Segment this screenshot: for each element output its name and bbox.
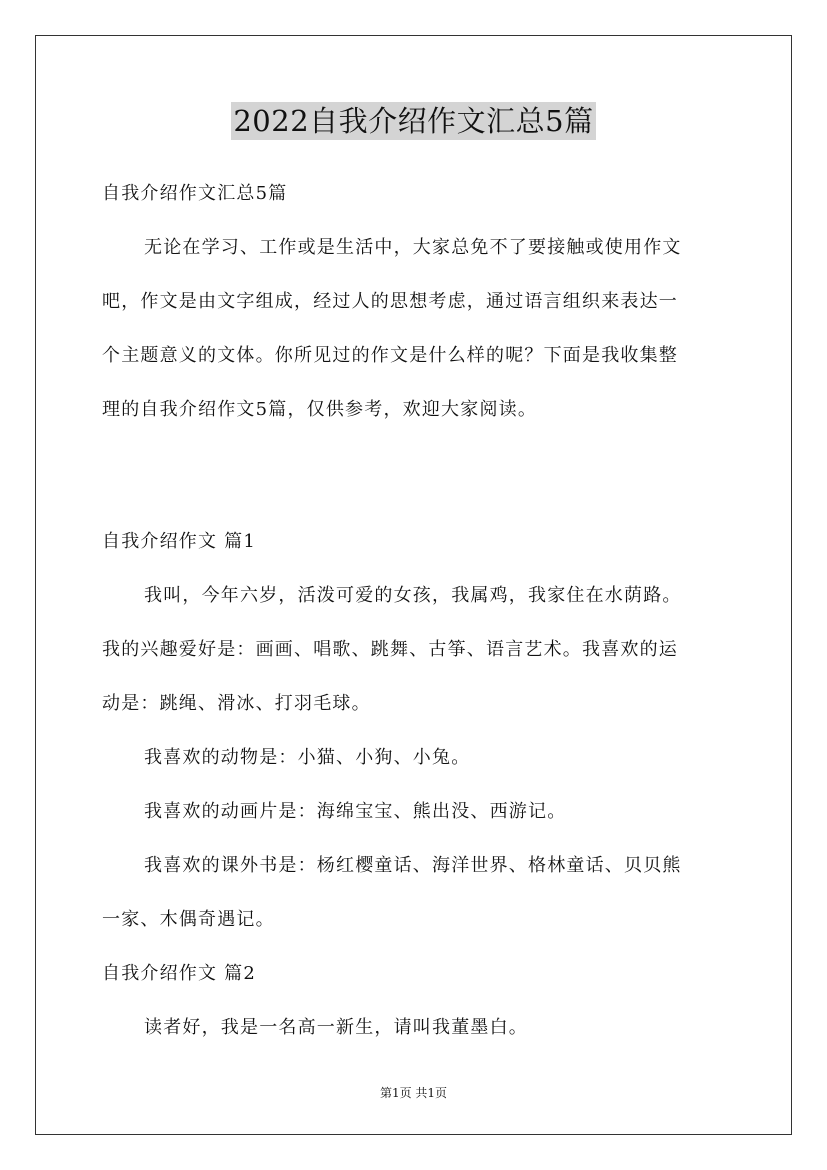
section-heading-2: 自我介绍作文 篇2 — [102, 963, 256, 984]
essay1-line: 我喜欢的动物是：小猫、小狗、小兔。 — [144, 747, 471, 768]
essay1-line: 我喜欢的课外书是：杨红樱童话、海洋世界、格林童话、贝贝熊 — [144, 855, 682, 876]
essay1-line: 我叫，今年六岁，活泼可爱的女孩，我属鸡，我家住在水荫路。 — [144, 585, 682, 606]
intro-heading: 自我介绍作文汇总5篇 — [102, 183, 288, 204]
intro-paragraph-line: 理的自我介绍作文5篇，仅供参考，欢迎大家阅读。 — [102, 399, 538, 420]
title-block — [0, 102, 827, 140]
essay1-line: 我喜欢的动画片是：海绵宝宝、熊出没、西游记。 — [144, 801, 567, 822]
page-footer: 第1页 共1页 — [379, 1086, 448, 1100]
intro-paragraph-line: 无论在学习、工作或是生活中，大家总免不了要接触或使用作文 — [144, 237, 682, 258]
section-heading-1: 自我介绍作文 篇1 — [102, 531, 256, 552]
essay1-line: 动是：跳绳、滑冰、打羽毛球。 — [102, 693, 371, 714]
document-body — [102, 176, 728, 1046]
essay1-line: 我的兴趣爱好是：画画、唱歌、跳舞、古筝、语言艺术。我喜欢的运 — [102, 639, 678, 660]
intro-paragraph-line: 个主题意义的文体。你所见过的作文是什么样的呢？下面是我收集整 — [102, 345, 678, 366]
essay2-line: 读者好，我是一名高一新生，请叫我董墨白。 — [144, 1017, 528, 1038]
essay1-line: 一家、木偶奇遇记。 — [102, 909, 275, 930]
document-title: 2022自我介绍作文汇总5篇 — [233, 104, 594, 138]
intro-paragraph-line: 吧，作文是由文字组成，经过人的思想考虑，通过语言组织来表达一 — [102, 291, 678, 312]
